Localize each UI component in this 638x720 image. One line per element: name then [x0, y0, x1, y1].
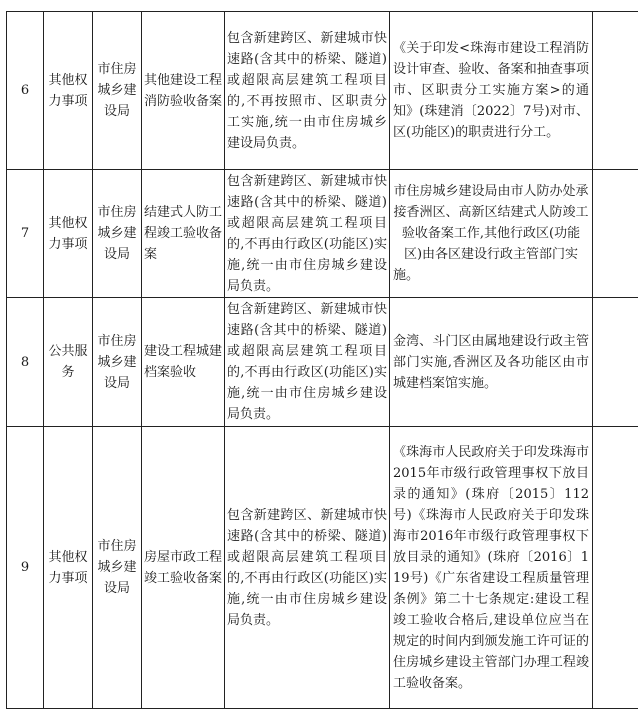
adjustment-scope: 包含新建跨区、新建城市快速路(含其中的桥梁、隧道)或超限高层建筑工程项目的,不再按照市、区职责分工实施,统一由市住房城乡建设局负责。: [225, 12, 390, 170]
matter-type: 其他权力事项: [44, 12, 93, 170]
responsible-department: 市住房城乡建设局: [93, 298, 142, 427]
matter-type: 其他权力事项: [44, 170, 93, 298]
remark-cell: [593, 12, 638, 170]
row-number: 6: [7, 12, 44, 170]
matter-name: 其他建设工程消防验收备案: [142, 12, 225, 170]
table-row: [7, 12, 638, 170]
table-row: [7, 170, 638, 298]
table-row: [7, 298, 638, 427]
responsible-department: 市住房城乡建设局: [93, 170, 142, 298]
responsible-department: 市住房城乡建设局: [93, 12, 142, 170]
remark-cell: [593, 427, 638, 709]
matter-name: 房屋市政工程竣工验收备案: [142, 427, 225, 709]
adjustment-scope: 包含新建跨区、新建城市快速路(含其中的桥梁、隧道)或超限高层建筑工程项目的,不再由行政区(功能区)实施,统一由市住房城乡建设局负责。: [225, 170, 390, 298]
basis-note: 金湾、斗门区由属地建设行政主管部门实施,香洲区及各功能区由市城建档案馆实施。: [390, 298, 593, 427]
basis-note: 《珠海市人民政府关于印发珠海市2015年市级行政管理事权下放目录的通知》(珠府〔2015〕112号)《珠海市人民政府关于印发珠海市2016年市级行政管理事权下放目录的通知》(珠府〔2016〕119号)《广东省建设工程质量管理条例》第二十七条规定:建设工程竣工验收合格后,建设单位应当在规定的时间内到颁发施工许可证的住房城乡建设主管部门办理工程竣工验收备案。: [390, 427, 593, 709]
remark-cell: [593, 298, 638, 427]
matter-name: 建设工程城建档案验收: [142, 298, 225, 427]
matters-table: [6, 11, 638, 709]
matter-type: 公共服务: [44, 298, 93, 427]
basis-note: 市住房城乡建设局由市人防办处承接香洲区、高新区结建式人防竣工验收备案工作,其他行政区(功能区)由各区建设行政主管部门实施。: [390, 170, 593, 298]
matter-name: 结建式人防工程竣工验收备案: [142, 170, 225, 298]
adjustment-scope: 包含新建跨区、新建城市快速路(含其中的桥梁、隧道)或超限高层建筑工程项目的,不再由行政区(功能区)实施,统一由市住房城乡建设局负责。: [225, 427, 390, 709]
row-number: 7: [7, 170, 44, 298]
row-number: 9: [7, 427, 44, 709]
basis-note: 《关于印发<珠海市建设工程消防设计审查、验收、备案和抽查事项市、区职责分工实施方案>的通知》(珠建消〔2022〕7号)对市、区(功能区)的职责进行分工。: [390, 12, 593, 170]
adjustment-scope: 包含新建跨区、新建城市快速路(含其中的桥梁、隧道)或超限高层建筑工程项目的,不再由行政区(功能区)实施,统一由市住房城乡建设局负责。: [225, 298, 390, 427]
table-row: [7, 427, 638, 709]
remark-cell: [593, 170, 638, 298]
responsible-department: 市住房城乡建设局: [93, 427, 142, 709]
row-number: 8: [7, 298, 44, 427]
matter-type: 其他权力事项: [44, 427, 93, 709]
